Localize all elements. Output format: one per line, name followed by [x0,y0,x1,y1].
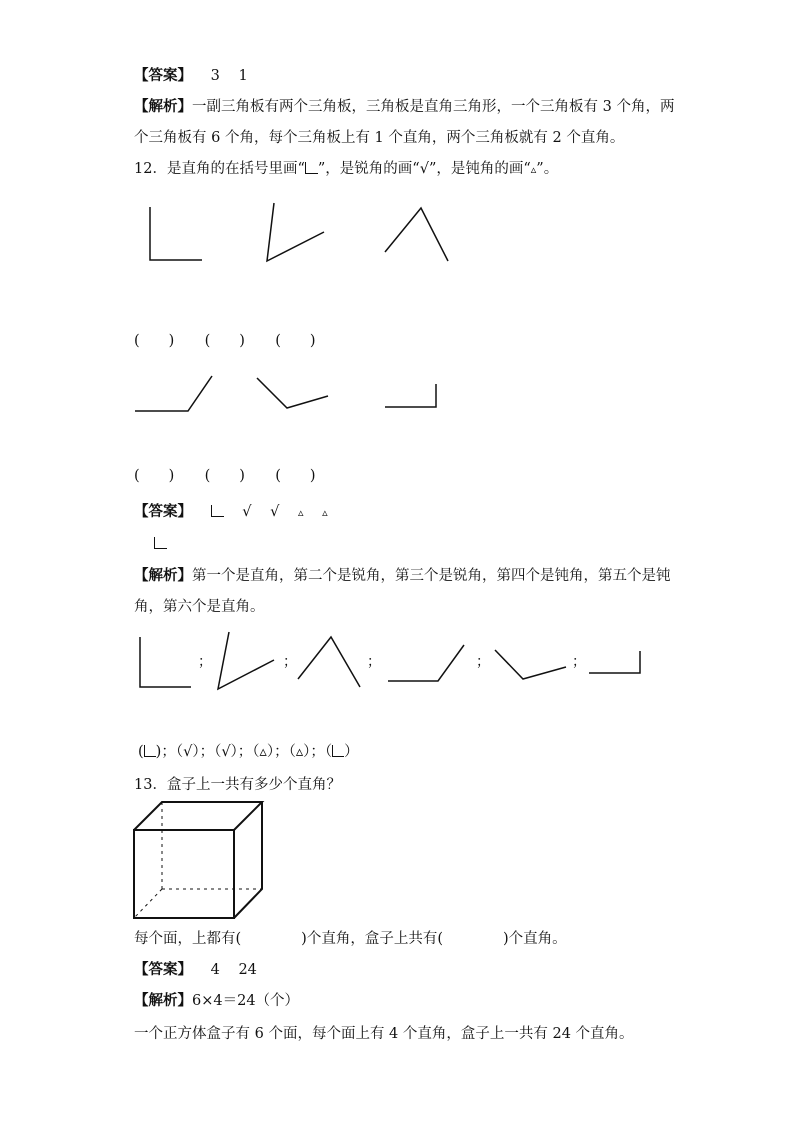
answer-blank[interactable]: ( ) [275,468,316,484]
q13-question [134,775,341,795]
angle-figure-acute-1 [258,198,328,264]
analysis-tag: 【解析】 [134,567,192,584]
q13-analysis-line [134,991,299,1011]
angle-figure-acute-2 [380,203,454,267]
analysis-tag: 【解析】 [134,98,192,115]
answer-mark: √ [242,504,252,520]
q12-analysis-line-2 [134,597,265,617]
answer-blank[interactable]: ( ) [134,333,175,349]
q13-conclusion-line [134,1024,634,1044]
answer-blank[interactable]: ( ) [134,468,175,484]
answer-mark: ▵ [322,506,328,519]
analysis-text: 个三角板有 6 个角，每个三角板上有 1 个直角，两个三角板就有 2 个直角。 [134,130,625,146]
analysis-angle-obtuse-2 [490,645,570,685]
q11-analysis-line [134,97,674,117]
q13-fill-line [134,929,567,949]
right-angle-symbol [154,537,167,549]
answer-value: 3 [210,68,220,84]
separator: ； [476,654,490,670]
question-text: 12．是直角的在括号里画“ [134,161,305,177]
angle-figure-obtuse-1 [130,370,216,416]
analysis-tag: 【解析】 [134,992,192,1009]
answer-value: 4 [210,962,220,978]
q13-answer-line [134,960,257,980]
analysis-angle-right-1 [132,632,196,692]
q11-analysis-line-2 [134,128,624,148]
separator: ； [367,654,381,670]
right-angle-symbol [144,745,156,757]
analysis-angle-acute-2 [294,633,366,691]
question-text: 13．盒子上一共有多少个直角？ [134,777,341,793]
analysis-angle-obtuse-1 [384,640,468,686]
answer-blank[interactable]: ( ) [204,468,245,484]
result-text: ） [344,744,359,760]
analysis-angle-acute-1 [212,628,278,694]
q11-answer-line [134,66,248,86]
analysis-angle-right-2 [584,648,646,678]
question-text: ”。 [536,161,559,177]
answer-blanks-row-1 [134,331,341,351]
answer-value: 1 [238,68,248,84]
answer-blanks-row-2 [134,466,341,486]
separator: ； [572,654,586,670]
answer-mark: √ [270,504,280,520]
analysis-text: 角，第六个是直角。 [134,599,265,615]
answer-tag: 【答案】 [134,67,192,84]
separator: ； [283,654,297,670]
answer-blank[interactable]: ( ) [204,333,245,349]
right-angle-symbol [332,745,344,757]
angle-figure-obtuse-2 [252,372,332,412]
q12-answer-line [134,502,328,523]
triangle-symbol: ▵ [530,163,537,176]
analysis-text: 6×4＝24（个） [192,993,300,1009]
conclusion-text: 一个正方体盒子有 6 个面，每个面上有 4 个直角，盒子上一共有 24 个直角。 [134,1026,634,1042]
separator: ； [198,654,212,670]
answer-mark: ▵ [297,506,304,519]
right-angle-symbol [305,162,318,174]
result-text: ( [138,744,144,760]
answer-value: 24 [238,962,257,978]
cube-figure [128,797,270,923]
analysis-text: 一副三角板有两个三角板，三角板是直角三角形，一个三角板有 3 个角，两 [192,99,675,115]
answer-tag: 【答案】 [134,961,192,978]
fill-text: )个直角。 [503,931,567,947]
answer-blank[interactable]: ( ) [275,333,316,349]
q12-answer-line-2 [154,534,167,554]
angle-figure-right-2 [380,380,442,412]
q12-analysis-line [134,566,671,586]
fill-text: 每个面，上都有( [134,931,242,947]
result-text: )；（√）；（√）；（▵）；（▵）；（ [155,744,333,760]
q12-result-line [138,742,359,762]
fill-text: )个直角，盒子上共有( [301,931,443,947]
answer-tag: 【答案】 [134,503,192,520]
q12-question [134,159,558,180]
question-text: ”，是锐角的画“√”，是钝角的画“ [317,161,531,177]
analysis-text: 第一个是直角，第二个是锐角，第三个是锐角，第四个是钝角，第五个是钝 [192,568,671,584]
angle-figure-right-1 [140,200,210,266]
right-angle-symbol [211,505,224,517]
